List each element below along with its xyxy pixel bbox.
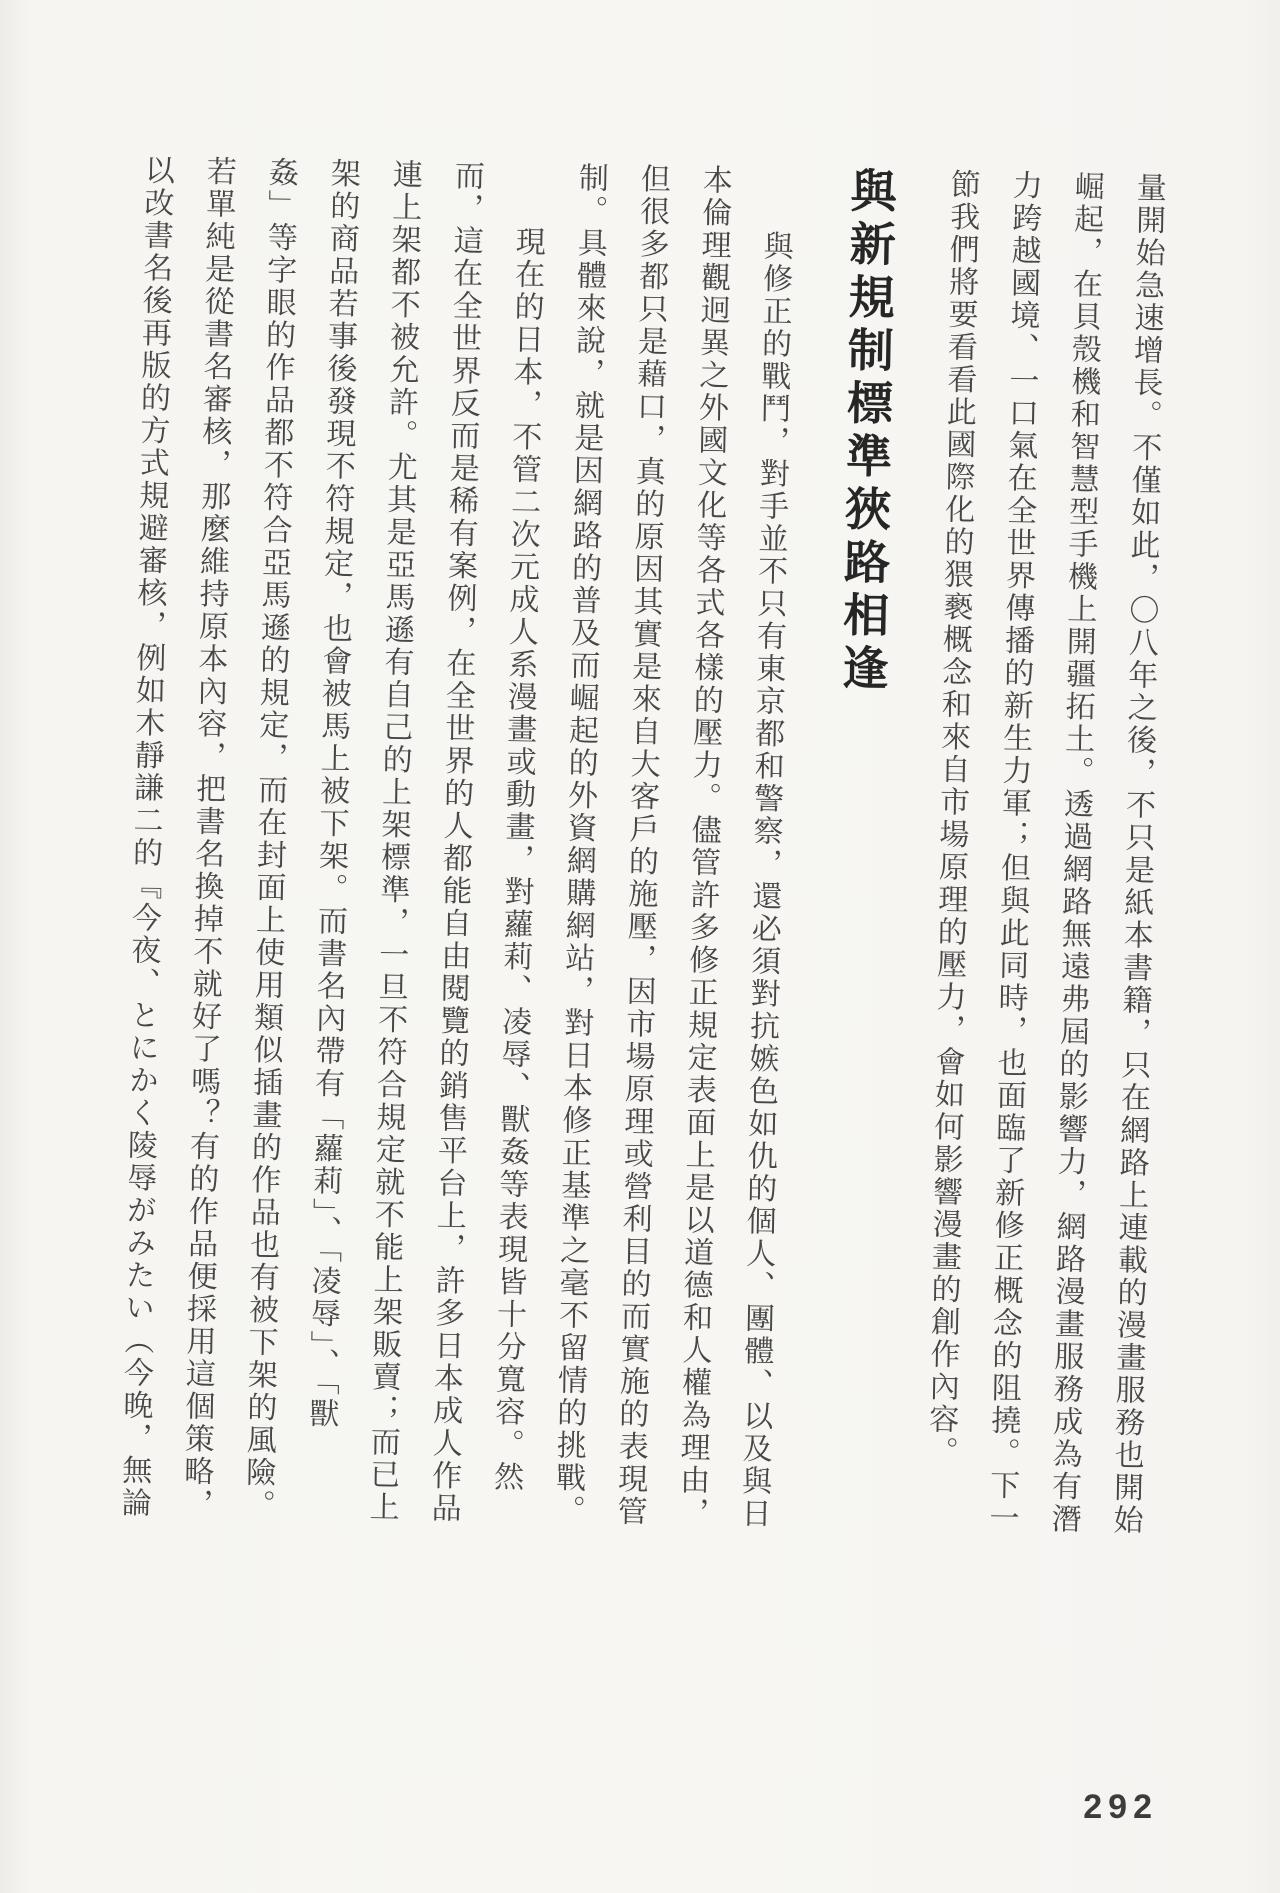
- text-column: 本倫理觀迥異之外國文化等各式各樣的壓力。儘管許多修正規定表面上是以道德和人權為理由，: [674, 163, 732, 1530]
- text-block: [101, 154, 1179, 1564]
- text-column: 崛起，在貝殼機和智慧型手機上開疆拓土。透過網路無遠弗屆的影響力，網路漫畫服務成為有潛: [1046, 170, 1104, 1536]
- text-column: 與修正的戰鬥，對手並不只有東京都和警察，還必須對抗嫉色如仇的個人、團體、以及與日: [736, 164, 794, 1531]
- text-column: 量開始急速增長。不僅如此，〇八年之後，不只是紙本書籍，只在網路上連載的漫畫服務也開始: [1108, 171, 1166, 1537]
- text-column: 現在的日本，不管二次元成人系漫畫或動畫，對蘿莉、凌辱、獸姦等表現皆十分寬容。然: [488, 160, 546, 1494]
- text-column: 制。具體來說，就是因網路的普及而崛起的外資網購網站，對日本修正基準之毫不留情的挑戰。: [550, 161, 608, 1528]
- text-column: 節我們將要看看此國際化的猥褻概念和來自市場原理的壓力，會如何影響漫畫的創作內容。: [923, 168, 980, 1469]
- page-number: 292: [1083, 1788, 1158, 1826]
- text-column: 而，這在全世界反而是稀有案例，在全世界的人都能自由閱覽的銷售平台上，許多日本成人作品: [426, 159, 484, 1525]
- text-column: 若單純是從書名審核，那麼維持原本內容，把書名換掉不就好了嗎？有的作品便採用這個策略，: [178, 155, 236, 1521]
- text-column: 以改書名後再版的方式規避審核，例如木靜謙二的『今夜、とにかく陵辱がみたい（今晚，無論: [116, 154, 174, 1520]
- text-column: 但很多都只是藉口，真的原因其實是來自大客戶的施壓，因市場原理或營利目的而實施的表現管: [612, 162, 670, 1529]
- section-heading: 與新規制標準狹路相逢: [835, 166, 897, 698]
- text-column: 力跨越國境、一口氣在全世界傳播的新生力軍；但與此同時，也面臨了新修正概念的阻撓。下一: [984, 169, 1042, 1535]
- text-column: 連上架都不被允許。尤其是亞馬遜有自己的上架標準，一旦不符合規定就不能上架販賣；而已上: [364, 158, 422, 1524]
- text-column: 架的商品若事後發現不符規定，也會被馬上被下架。而書名內帶有「蘿莉」、「凌辱」、「獸: [303, 157, 360, 1431]
- text-column: 姦」等字眼的作品都不符合亞馬遜的規定，而在封面上使用類似插畫的作品也有被下架的風險。: [240, 156, 298, 1522]
